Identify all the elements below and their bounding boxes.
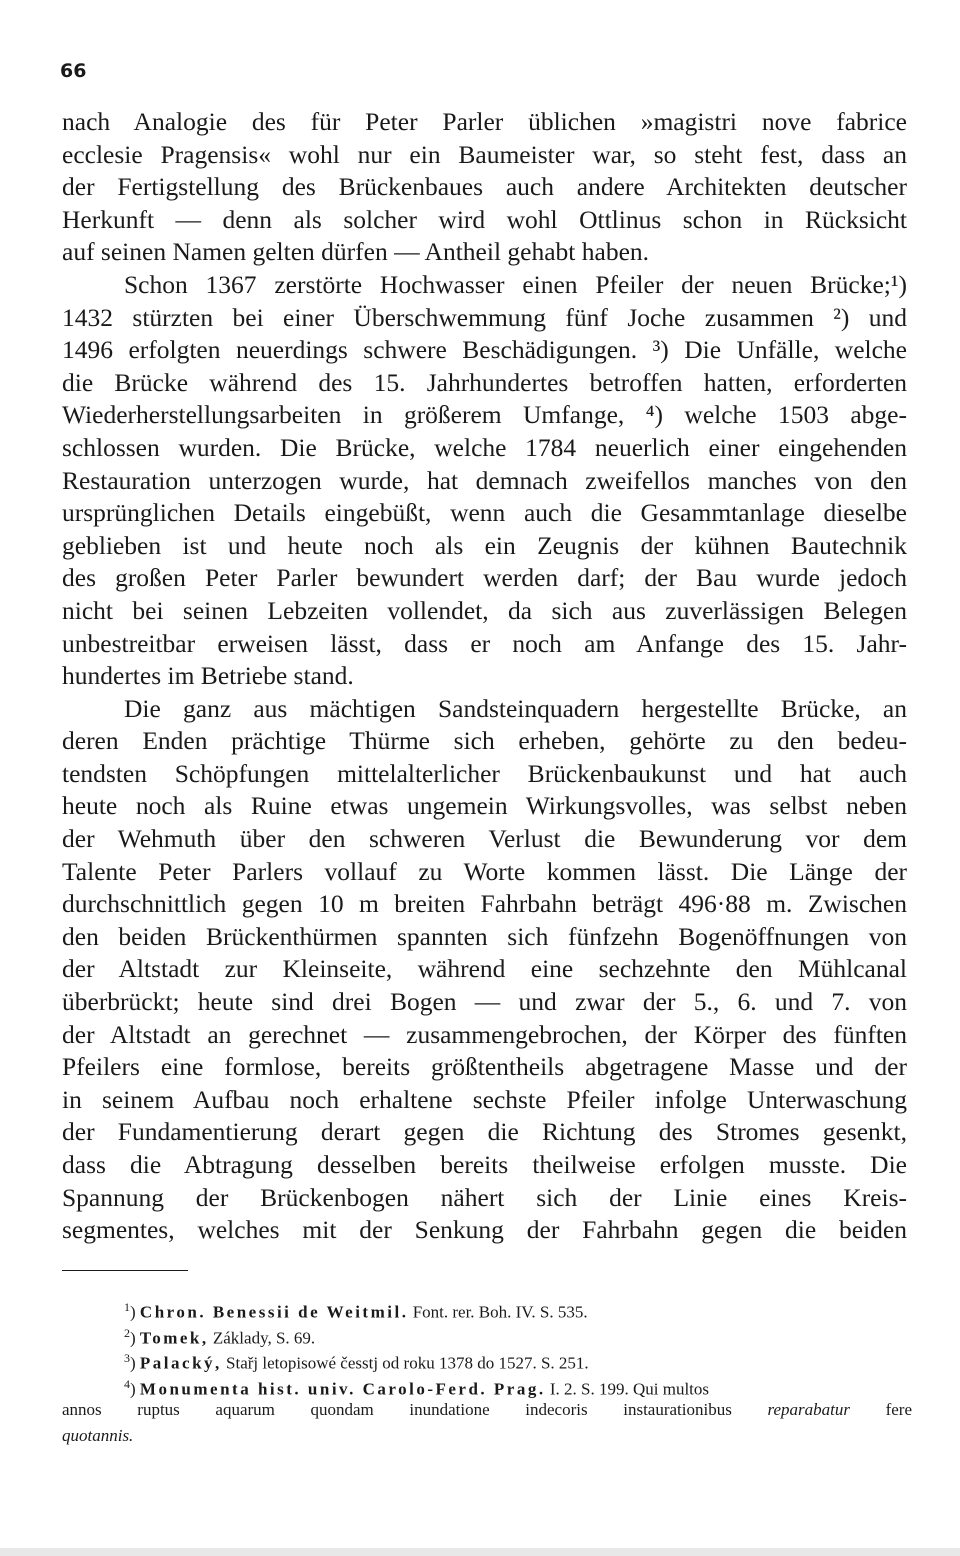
footnote-3: $^3$) Palacký, Stařj letopisowé česstj od roku 1378 do 1527. S. 251. [124,1351,589,1373]
footnote-2: $^2$) Tomek, Základy, S. 69. [124,1325,316,1348]
text-line: tendsten Schöpfungen mittelalterlicher Brückenbaukunst und hat auch [62,758,907,788]
footnote-source: Chron. Benessii de Weitmil. [139,1302,409,1322]
text-line: die Brücke während des 15. Jahrhundertes betroffen hatten, erforderten [62,367,907,397]
footnote-source: Palacký, [139,1353,222,1373]
footnote-separator [62,1270,188,1271]
text-line: Pfeilers eine formlose, bereits größtentheils abgetragene Masse und der [62,1052,907,1082]
text-line: segmentes, welches mit der Senkung der Fahrbahn gegen die beiden [62,1215,907,1245]
text-line: den beiden Brückenthürmen spannten sich fünfzehn Bogenöffnungen von [62,921,907,951]
text-line: Spannung der Brückenbogen nähert sich der Linie eines Kreis- [62,1182,907,1212]
page-number: 66 [60,60,87,82]
footnotes [62,1295,912,1448]
text-line: in seinem Aufbau noch erhaltene sechste Pfeiler infolge Unterwaschung [62,1084,907,1114]
footnote-4-continuation: quotannis. [62,1425,134,1445]
text-line: überbrückt; heute sind drei Bogen — und zwar der 5., 6. und 7. von [62,987,907,1017]
text-line: nach Analogie des für Peter Parler üblichen »magistri nove fabrice [62,107,907,136]
text-line: des großen Peter Parler bewundert werden darf; der Bau wurde jedoch [62,563,907,593]
footnote-4: $^4$) Monumenta hist. univ. Carolo-Ferd. Prag. I. 2. S. 199. Qui multos [124,1376,710,1399]
text-line: durchschnittlich gegen 10 m breiten Fahrbahn beträgt 496·88 m. Zwischen [62,889,907,919]
text-line: der Fundamentierung derart gegen die Richtung des Stromes gesenkt, [62,1117,907,1147]
text-line: der Wehmuth über den schweren Verlust die Bewunderung vor dem [62,824,907,854]
text-line: schlossen wurden. Die Brücke, welche 1784 neuerlich einer eingehenden [62,432,907,462]
text-line: 1432 stürzten bei einer Überschwemmung fünf Joche zusammen ²) und [62,302,907,332]
footnote-mark: 2 [124,1325,130,1340]
scan-bottom-edge [0,1548,960,1556]
footnote-mark: 3 [124,1351,130,1365]
footnote-1: $^1$) Chron. Benessii de Weitmil. Font. rer. Boh. IV. S. 535. [124,1300,588,1322]
text-line: der Altstadt an gerechnet — zusammengebrochen, der Körper des fünften [62,1019,907,1049]
text-line: Restauration unterzogen wurde, hat demnach zweifellos manches von den [62,465,907,495]
footnote-reference: Font. rer. Boh. IV. S. 535. [408,1302,588,1322]
text-line: Herkunft — denn als solcher wird wohl Ottlinus schon in Rücksicht [62,204,907,234]
body-text [62,106,907,1247]
text-line: deren Enden prächtige Thürme sich erheben, gehörte zu den bedeu- [62,726,907,756]
text-line: geblieben ist und heute noch als ein Zeugnis der kühnen Bautechnik [62,530,907,560]
footnote-source: Tomek, [139,1328,209,1348]
footnote-mark: 4 [124,1376,130,1391]
footnote-reference: Základy, S. 69. [208,1328,316,1348]
text-line: 1496 erfolgten neuerdings schwere Beschädigungen. ³) Die Unfälle, welche [62,335,907,365]
text-line: Wiederherstellungsarbeiten in größerem Umfange, ⁴) welche 1503 abge- [62,400,907,430]
text-line: unbestreitbar erweisen lässt, dass er noch am Anfange des 15. Jahr- [62,628,907,658]
text-line: nicht bei seinen Lebzeiten vollendet, da sich aus zuverlässigen Belegen [62,595,907,625]
text-line: heute noch als Ruine etwas ungemein Wirkungsvolles, was selbst neben [62,791,907,821]
footnote-source: Monumenta hist. univ. Carolo-Ferd. Prag. [139,1379,546,1399]
text-line: der Altstadt zur Kleinseite, während eine sechzehnte den Mühlcanal [62,954,907,984]
text-line: dass die Abtragung desselben bereits theilweise erfolgen musste. Die [62,1150,907,1179]
text-line: der Fertigstellung des Brückenbaues auch andere Architekten deutscher [62,172,907,202]
footnote-mark: 1 [124,1300,130,1314]
text-line: Die ganz aus mächtigen Sandsteinquadern hergestellte Brücke, an [124,693,907,723]
text-line: Schon 1367 zerstörte Hochwasser einen Pfeiler der neuen Brücke;¹) [124,269,907,299]
footnote-4-continuation: annos ruptus aquarum quondam inundatione indecoris instaurationibus reparabatur fere [62,1400,912,1419]
text-line: auf seinen Namen gelten dürfen — Antheil gehabt haben. [62,237,650,267]
footnote-reference: I. 2. S. 199. Qui multos [545,1379,710,1399]
footnote-reference: Stařj letopisowé česstj od roku 1378 do 1527. S. 251. [221,1353,589,1373]
text-line: ursprünglichen Details eingebüßt, wenn auch die Gesammtanlage dieselbe [62,498,907,528]
text-line: ecclesie Pragensis« wohl nur ein Baumeister war, so steht fest, dass an [62,139,907,169]
text-line: hundertes im Betriebe stand. [62,661,354,691]
text-line: Talente Peter Parlers vollauf zu Worte kommen lässt. Die Länge der [62,856,907,886]
